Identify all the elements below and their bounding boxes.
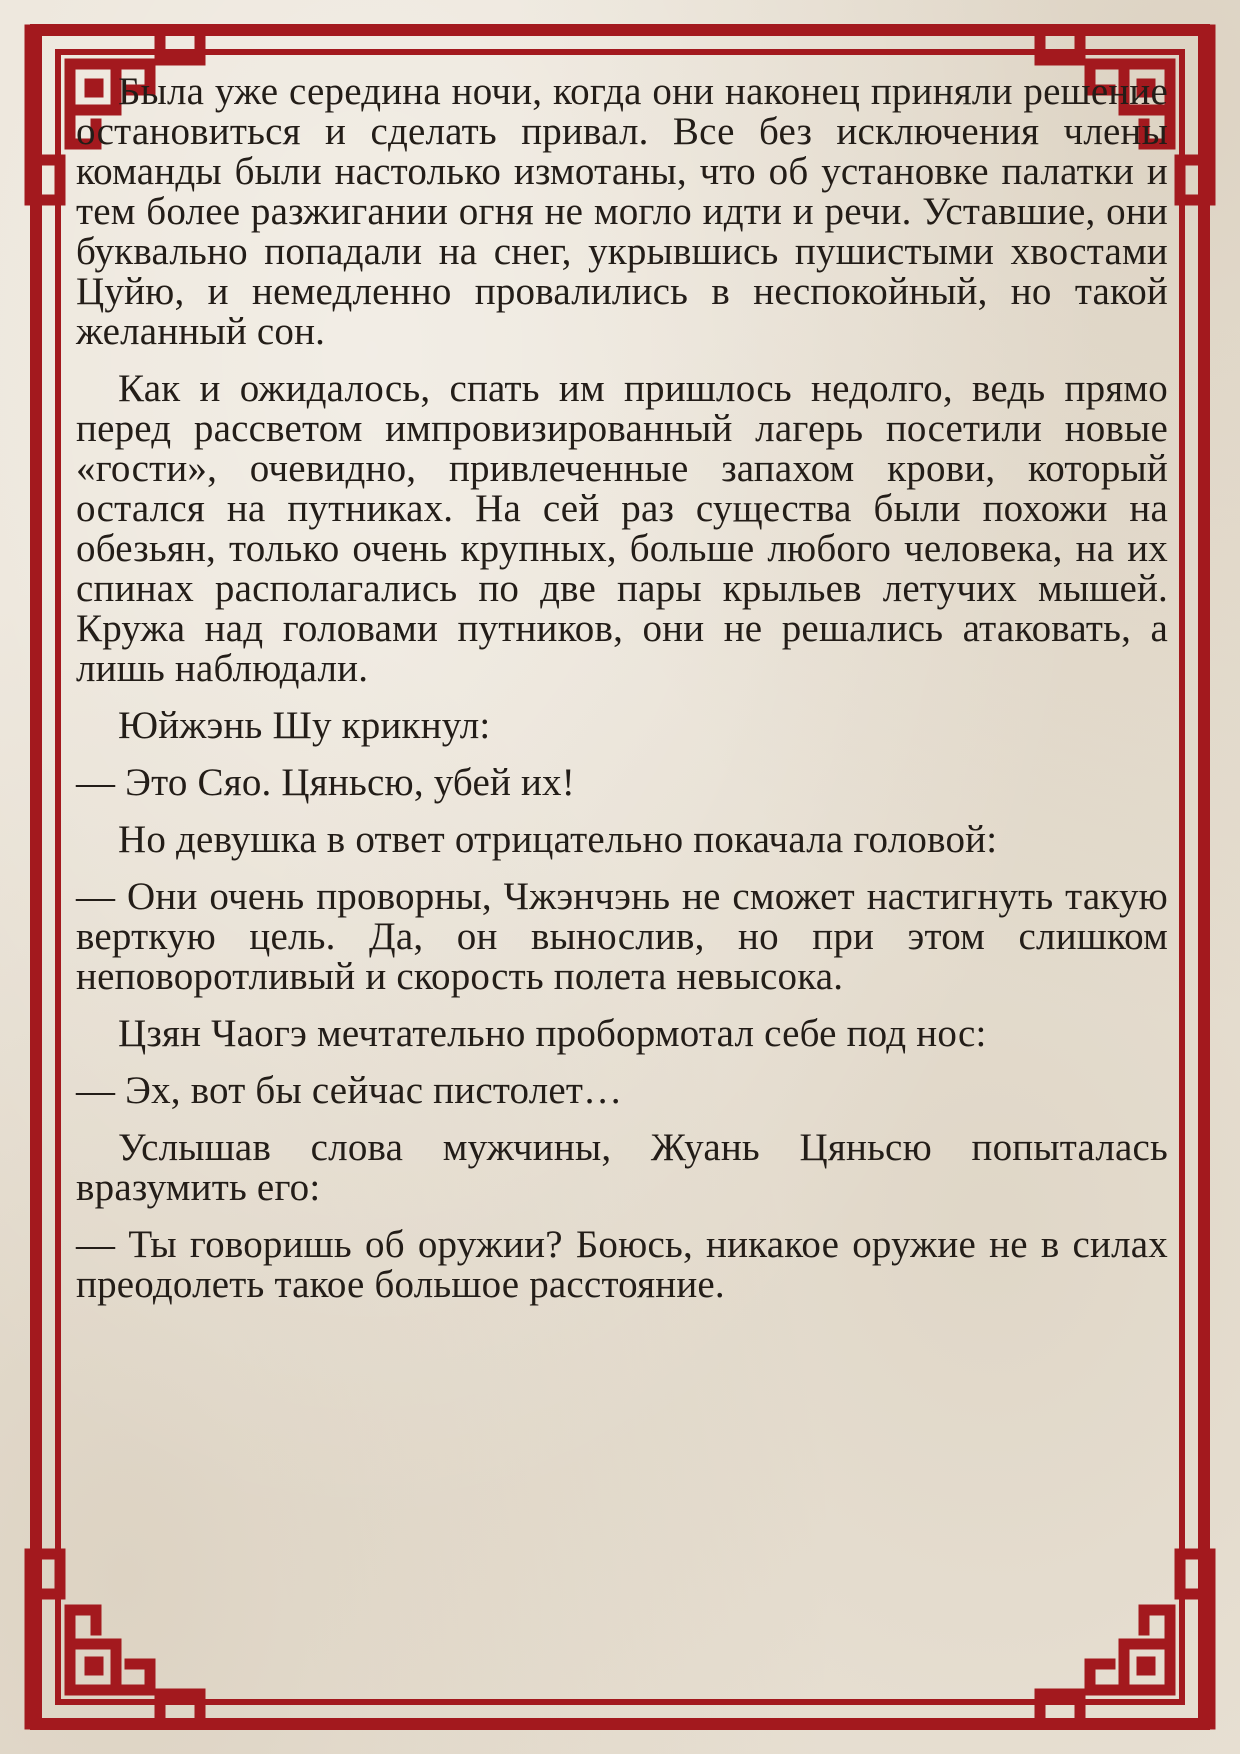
paragraph: Была уже середина ночи, когда они наконец приняли решение остановиться и сделать привал. Все без исключения члены команды были настолько измотаны, что об установке палатки и тем более разжигании огня не могло идти и речи. Уставшие, они буквально попадали на снег, укрывшись пушистыми хвостами Цуйю, и немедленно провалились в неспокойный, но такой желанный сон. [76,70,1168,353]
dialog-line: — Эх, вот бы сейчас пистолет… [76,1069,623,1112]
paragraph: Как и ожидалось, спать им пришлось недолго, ведь прямо перед рассветом импровизированный лагерь посетили новые «гости», очевидно, привлеченные запахом крови, который остался на путниках. На сей раз существа были похожи на обезьян, только очень крупных, больше любого человека, на их спинах располагались по две пары крыльев летучих мышей. Кружа над головами путников, они не решались атаковать, а лишь наблюдали. [76,367,1168,690]
dialog-line: — Это Сяо. Цяньсю, убей их! [76,761,575,804]
paragraph: Юйжэнь Шу крикнул: [118,704,491,747]
paragraph: Услышав слова мужчины, Жуань Цяньсю попыталась вразумить его: [76,1126,1168,1209]
dialog-line: — Они очень проворны, Чжэнчэнь не сможет настигнуть такую верткую цель. Да, он вынослив, но при этом слишком неповоротливый и скорость полета невысока. [76,875,1168,998]
text-block [76,72,1168,1305]
dialog-line: — Ты говоришь об оружии? Боюсь, никакое оружие не в силах преодолеть такое большое расстояние. [76,1223,1168,1306]
paragraph: Цзян Чаогэ мечтательно пробормотал себе под нос: [118,1012,987,1055]
paragraph: Но девушка в ответ отрицательно покачала головой: [118,818,998,861]
